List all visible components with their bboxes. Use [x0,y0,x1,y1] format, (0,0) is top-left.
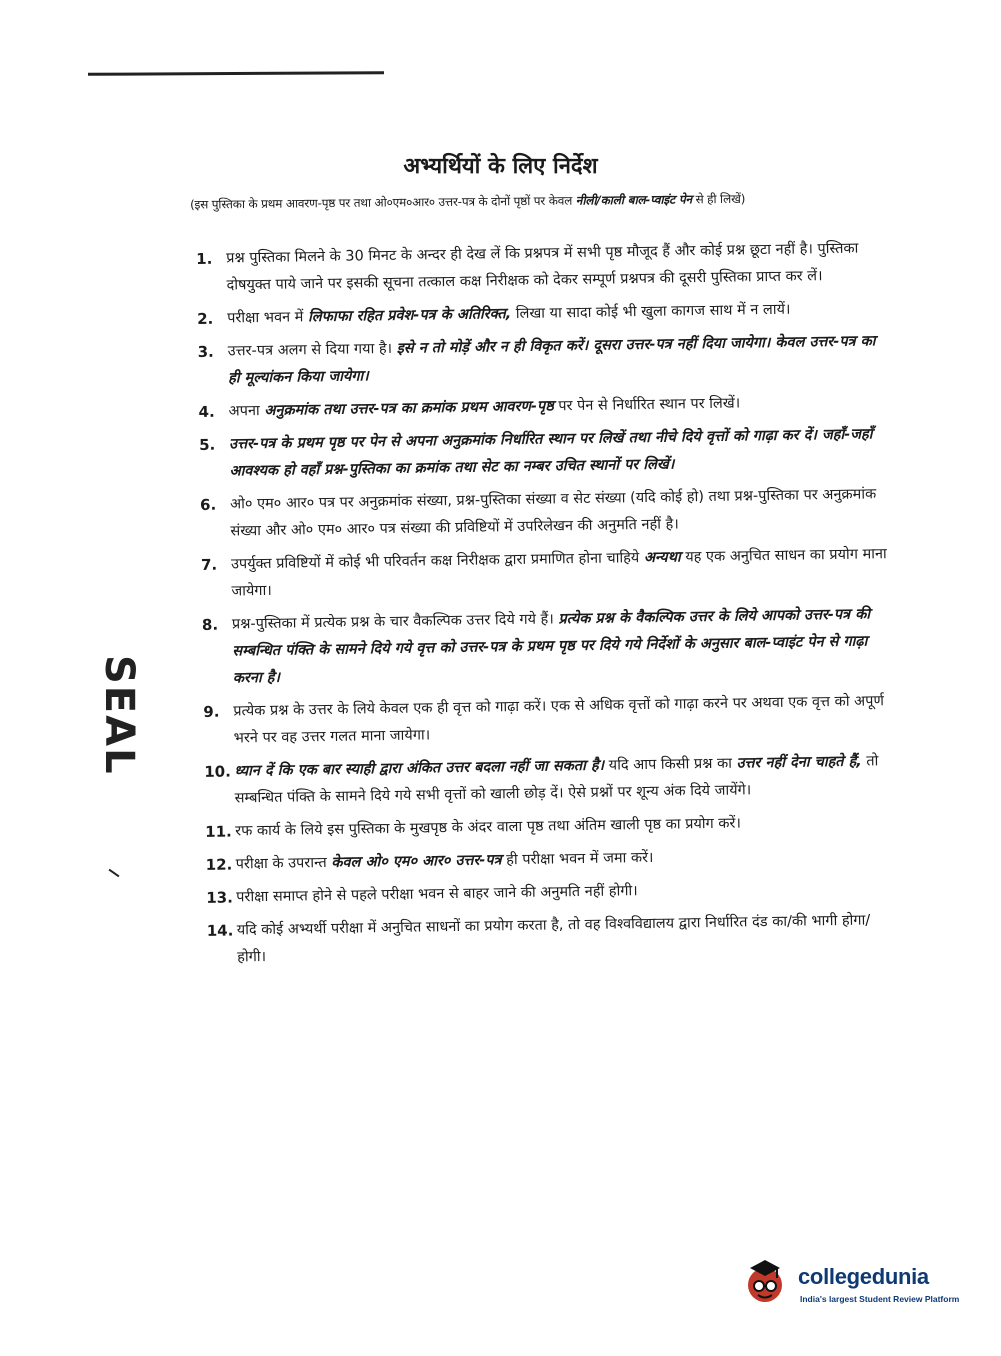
instruction-number: 12. [205,855,233,874]
instruction-text: परीक्षा के उपरान्त [235,854,332,873]
instruction-text: पर पेन से निर्धारित स्थान पर लिखें। [553,395,741,415]
instruction-number: 1. [196,249,213,268]
margin-mark [109,869,120,878]
instruction-item [197,295,887,333]
instruction-text: यदि कोई अभ्यर्थी परीक्षा में अनुचित साधनों का प्रयोग करता है, तो वह विश्वविद्यालय द्वारा निर्धारित दंड का/की भागी होगा/होगी। [236,912,871,966]
instruction-text: रफ कार्य के लिये इस पुस्तिका के मुखपृष्ठ के अंदर वाला पृष्ठ तथा अंतिम खाली पृष्ठ का प्रयोग करें। [235,815,742,840]
subtitle-text: (इस पुस्तिका के प्रथम आवरण-पृष्ठ पर तथा ओ०एम०आर० उत्तर-पत्र के दोनों पृष्ठों पर केवल [189,193,573,212]
collegedunia-watermark [740,1248,970,1314]
instruction-item [199,421,890,486]
instruction-number: 14. [206,921,234,940]
instruction-number: 11. [205,822,232,841]
instruction-item [203,688,894,753]
instruction-item [196,235,887,300]
instruction-text: परीक्षा भवन में [227,309,309,327]
instruction-text: परीक्षा समाप्त होने से पहले परीक्षा भवन से बाहर जाने की अनुमति नहीं होगी। [236,883,638,906]
instruction-item [206,874,896,912]
instruction-number: 7. [200,555,218,574]
instruction-number: 13. [206,888,233,907]
instruction-emphasis: केवल ओ० एम० आर० उत्तर-पत्र [331,852,502,871]
instruction-number: 3. [197,342,214,361]
instruction-text: प्रश्न पुस्तिका मिलने के 30 मिनट के अन्दर ही देख लें कि प्रश्नपत्र में सभी पृष्ठ मौजूद हैं और कोई प्रश्न छूटा नहीं है। पुस्तिका दोषयुक्त पाये जाने पर इसकी सूचना तत्काल कक्ष निरीक्षक को देकर सम्पूर्ण प्रश्नपत्र की दूसरी पुस्तिका प्राप्त कर लें। [226,240,859,294]
instruction-text: लिखा या सादा कोई भी खुला कागज साथ में न लायें। [511,301,791,323]
collegedunia-logo-icon [740,1256,790,1306]
subtitle-emphasis: नीली/काली बाल-प्वाइंट पेन [575,192,693,208]
instruction-text: अपना [228,402,265,420]
subtitle-end: से ही लिखें) [695,191,746,207]
instruction-text: ही परीक्षा भवन में जमा करें। [501,849,654,869]
instruction-number: 4. [198,402,215,421]
instruction-item [202,601,893,693]
instruction-number: 10. [204,762,231,781]
instruction-number: 6. [199,495,217,514]
instruction-emphasis: प्रत्येक प्रश्न के वैकल्पिक उत्तर के लिये आपको उत्तर-पत्र की सम्बन्धित पंक्ति के सामने दिये गये वृत्त को उत्तर-पत्र के प्रथम पृष्ठ पर दिये गये निर्देशों के अनुसार बाल-प्वाइंट पेन से गाढ़ा करना है। [232,606,871,687]
instruction-item [201,541,892,606]
seal-stamp: SEAL [96,655,142,776]
instruction-number: 5. [198,435,216,454]
instruction-list [196,235,897,978]
instruction-emphasis: उत्तर नहीं देना चाहते हैं, [736,753,862,772]
top-rule [88,71,384,76]
instruction-emphasis: उत्तर-पत्र के प्रथम पृष्ठ पर पेन से अपना अनुक्रमांक निर्धारित स्थान पर लिखें तथा नीचे दिये वृत्तों को गाढ़ा कर दें। जहाँ-जहाँ आवश्यक हो वहाँ प्रश्न-पुस्तिका का क्रमांक तथा सेट का नम्बर उचित स्थानों पर लिखें। [228,426,873,480]
instruction-number: 8. [201,615,219,634]
instruction-text: उपर्युक्त प्रविष्टियों में कोई भी परिवर्तन कक्ष निरीक्षक द्वारा प्रमाणित होना चाहिये [230,550,645,573]
instruction-emphasis: अनुक्रमांक तथा उत्तर-पत्र का क्रमांक प्रथम आवरण-पृष्ठ [264,398,554,419]
instruction-emphasis: लिफाफा रहित प्रवेश-पत्र के अतिरिक्त, [307,306,512,326]
instruction-emphasis: ध्यान दें कि एक बार स्याही द्वारा अंकित उत्तर बदला नहीं जा सकता है। [234,757,605,780]
instruction-number: 9. [203,702,220,721]
instruction-text: प्रत्येक प्रश्न के उत्तर के लिये केवल एक ही वृत्त को गाढ़ा करें। एक से अधिक वृत्तों को गाढ़ा करने पर अथवा एक वृत्त को अपूर्ण भरने पर वह उत्तर गलत माना जायेगा। [233,693,885,747]
instruction-item [197,328,888,393]
instruction-item [198,388,888,426]
instruction-emphasis: अन्यथा [643,549,681,567]
instruction-item [207,907,898,972]
instruction-number: 2. [197,309,214,328]
instruction-emphasis: इसे न तो मोड़ें और न ही विकृत करें। दूसरा उत्तर-पत्र नहीं दिया जायेगा। केवल उत्तर-पत्र का ही मूल्यांकन किया जायेगा। [227,333,876,387]
instruction-text: प्रश्न-पुस्तिका में प्रत्येक प्रश्न के चार वैकल्पिक उत्तर दिये गये हैं। [231,611,559,633]
instruction-item [206,841,896,879]
instruction-text: यह एक अनुचित साधन का प्रयोग माना जायेगा। [231,546,887,600]
instruction-item [200,481,891,546]
instruction-item [205,808,895,846]
instruction-item [204,748,895,813]
instruction-text: उत्तर-पत्र अलग से दिया गया है। [227,340,397,360]
page-subtitle [190,188,880,212]
brand-name: collegedunia [798,1264,929,1289]
instruction-text: ओ० एम० आर० पत्र पर अनुक्रमांक संख्या, प्रश्न-पुस्तिका संख्या व सेट संख्या (यदि कोई हो) तथा प्रश्न-पुस्तिका पर अनुक्रमांक संख्या और ओ० एम० आर० पत्र संख्या की प्रविष्टियों में उपरिलेखन की अनुमति नहीं है। [229,486,877,540]
brand-tagline: India's largest Student Review Platform [800,1294,960,1304]
instruction-text: यदि आप किसी प्रश्न का [603,755,737,774]
page-title: अभ्यर्थियों के लिए निर्देश [403,153,598,179]
instruction-text: तो सम्बन्धित पंक्ति के सामने दिये गये सभी वृत्तों को खाली छोड़ दें। ऐसे प्रश्नों पर शून्य अंक दिये जायेंगे। [234,753,879,807]
